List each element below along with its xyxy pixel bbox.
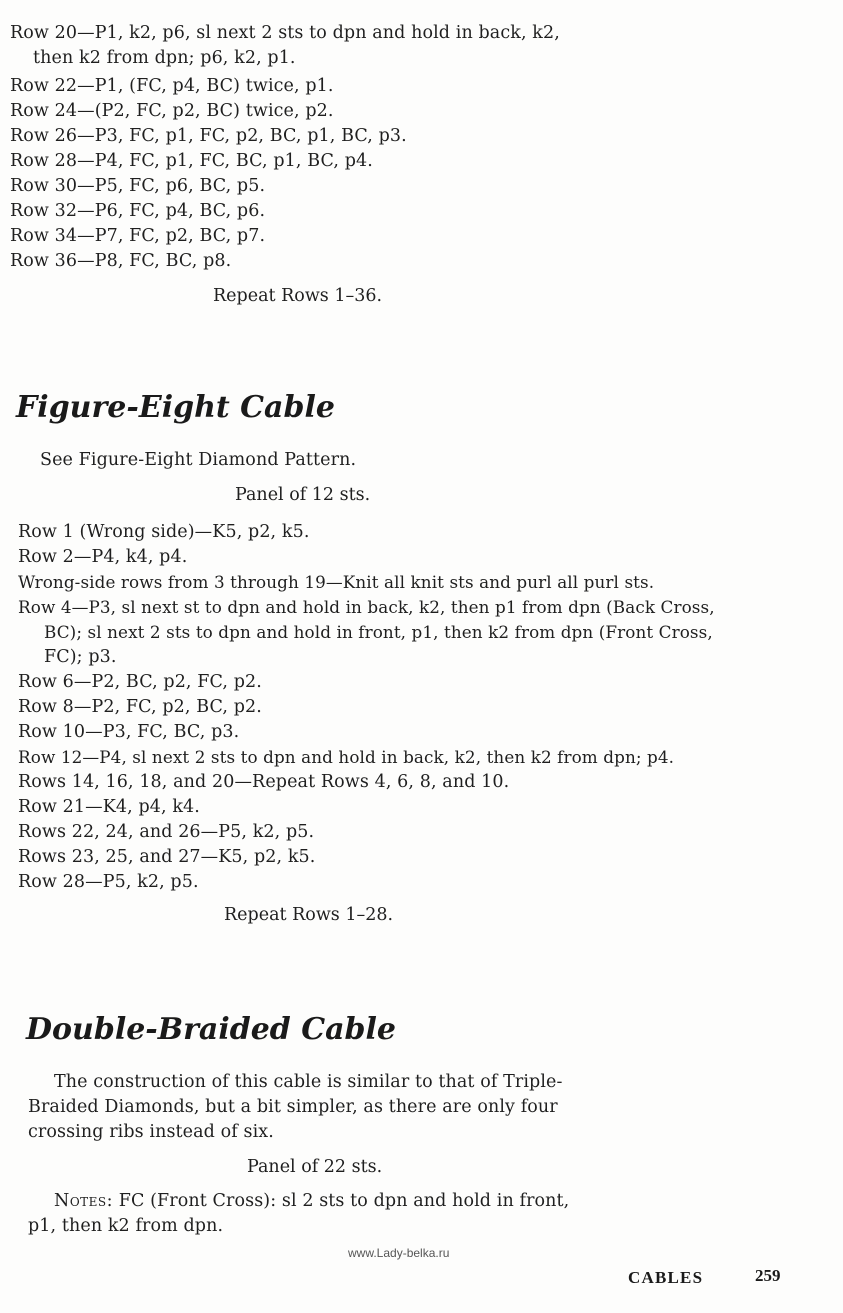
row-28: Row 28—P4, FC, p1, FC, BC, p1, BC, p4. xyxy=(10,151,373,171)
figure-eight-panel: Panel of 12 sts. xyxy=(235,485,371,505)
fe-row-4-line-3: FC); p3. xyxy=(44,647,117,667)
fe-row-12: Row 12—P4, sl next 2 sts to dpn and hold in back, k2, then k2 from dpn; p4. xyxy=(18,747,675,767)
db-panel: Panel of 22 sts. xyxy=(247,1157,383,1177)
db-intro-line-2: Braided Diamonds, but a bit simpler, as there are only four xyxy=(28,1097,558,1117)
db-intro-line-1: The construction of this cable is similar to that of Triple- xyxy=(54,1072,563,1092)
row-22: Row 22—P1, (FC, p4, BC) twice, p1. xyxy=(10,76,334,96)
row-36: Row 36—P8, FC, BC, p8. xyxy=(10,251,232,271)
fe-row-4-line-2: BC); sl next 2 sts to dpn and hold in front, p1, then k2 from dpn (Front Cross, xyxy=(44,622,713,642)
fe-rows-23-27: Rows 23, 25, and 27—K5, p2, k5. xyxy=(18,847,316,867)
footer-section-title: CABLES xyxy=(628,1268,704,1287)
db-intro-line-3: crossing ribs instead of six. xyxy=(28,1122,274,1142)
fe-rows-22-26: Rows 22, 24, and 26—P5, k2, p5. xyxy=(18,822,315,842)
row-34: Row 34—P7, FC, p2, BC, p7. xyxy=(10,226,266,246)
fe-row-4-line-1: Row 4—P3, sl next st to dpn and hold in back, k2, then p1 from dpn (Back Cross, xyxy=(18,597,715,617)
repeat-rows-1-36: Repeat Rows 1–36. xyxy=(213,286,383,306)
row-32: Row 32—P6, FC, p4, BC, p6. xyxy=(10,201,266,221)
notes-label: Notes: xyxy=(54,1191,114,1211)
row-20-line-1: Row 20—P1, k2, p6, sl next 2 sts to dpn and hold in back, k2, xyxy=(10,23,560,43)
figure-eight-heading: Figure-Eight Cable xyxy=(16,390,335,425)
figure-eight-see: See Figure-Eight Diamond Pattern. xyxy=(40,450,357,470)
row-30: Row 30—P5, FC, p6, BC, p5. xyxy=(10,176,266,196)
fe-wrong-side-rows: Wrong-side rows from 3 through 19—Knit all knit sts and purl all purl sts. xyxy=(18,572,655,592)
fe-row-1: Row 1 (Wrong side)—K5, p2, k5. xyxy=(18,522,310,542)
fe-row-8: Row 8—P2, FC, p2, BC, p2. xyxy=(18,697,262,717)
watermark: www.Lady-belka.ru xyxy=(348,1246,450,1260)
db-notes-line-1 xyxy=(54,1190,569,1212)
fe-row-10: Row 10—P3, FC, BC, p3. xyxy=(18,722,240,742)
page-number: 259 xyxy=(755,1266,781,1285)
row-20-line-2: then k2 from dpn; p6, k2, p1. xyxy=(33,48,296,68)
row-24: Row 24—(P2, FC, p2, BC) twice, p2. xyxy=(10,101,334,121)
fe-row-6: Row 6—P2, BC, p2, FC, p2. xyxy=(18,672,262,692)
db-notes-line-2: p1, then k2 from dpn. xyxy=(28,1216,224,1236)
row-26: Row 26—P3, FC, p1, FC, p2, BC, p1, BC, p3. xyxy=(10,126,407,146)
fe-row-21: Row 21—K4, p4, k4. xyxy=(18,797,200,817)
notes-text-1: FC (Front Cross): sl 2 sts to dpn and hold in front, xyxy=(118,1191,570,1211)
double-braided-heading: Double-Braided Cable xyxy=(26,1012,397,1047)
repeat-rows-1-28: Repeat Rows 1–28. xyxy=(224,905,394,925)
fe-row-2: Row 2—P4, k4, p4. xyxy=(18,547,188,567)
fe-rows-14-20: Rows 14, 16, 18, and 20—Repeat Rows 4, 6, 8, and 10. xyxy=(18,772,510,792)
fe-row-28: Row 28—P5, k2, p5. xyxy=(18,872,199,892)
